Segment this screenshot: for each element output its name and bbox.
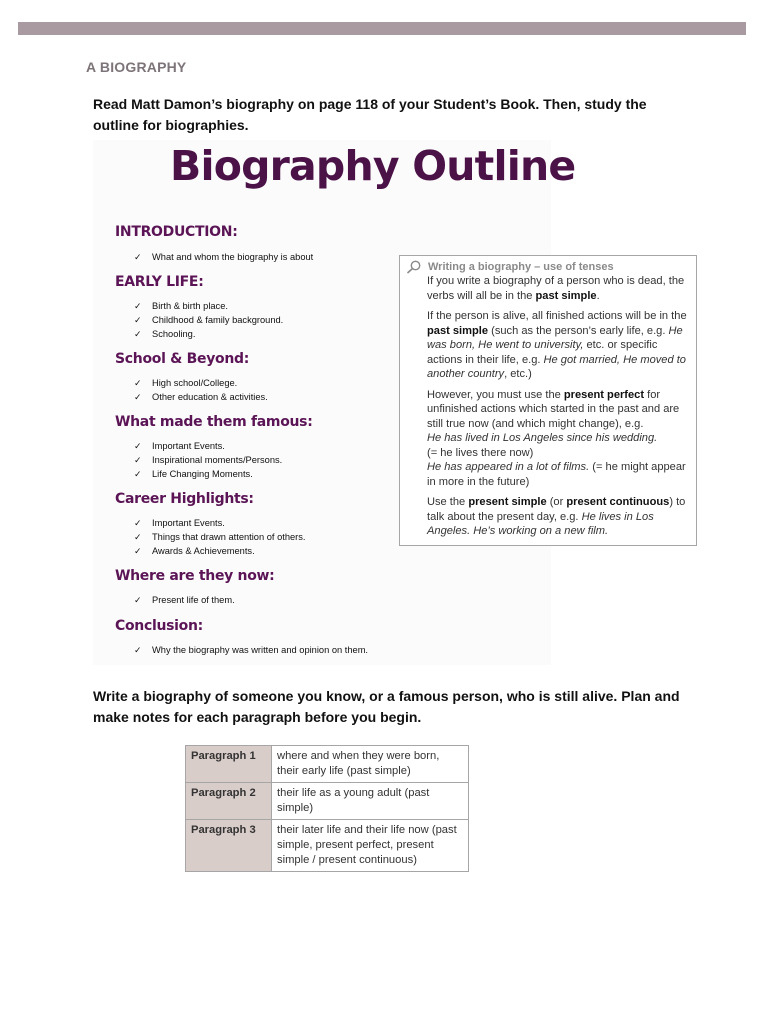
outline-list-famous [134, 439, 282, 481]
outline-heading-conclusion: Conclusion: [115, 618, 203, 634]
table-row [186, 783, 469, 820]
tenses-info-box [399, 255, 697, 546]
tenses-box-title: Writing a biography – use of tenses [428, 261, 614, 273]
list-item: ✓ Life Changing Moments. [134, 469, 253, 479]
outline-list-early-life [134, 299, 283, 341]
list-item: ✓ Inspirational moments/Persons. [134, 455, 283, 465]
list-item: ✓ Why the biography was written and opinion on them. [134, 645, 369, 655]
outline-list-career [134, 516, 306, 558]
tenses-box-body [427, 274, 691, 545]
checkmark-icon: ✓ [134, 252, 142, 262]
list-item: ✓ Birth & birth place. [134, 301, 228, 311]
outline-heading-introduction: INTRODUCTION: [115, 224, 238, 240]
tenses-box-header [406, 260, 614, 274]
checkmark-icon: ✓ [134, 518, 142, 528]
list-item: ✓ Things that drawn attention of others. [134, 532, 306, 542]
checkmark-icon: ✓ [134, 455, 142, 465]
paragraph-description: their later life and their life now (past simple, present perfect, present simple / present continuous) [272, 820, 469, 872]
table-row [186, 820, 469, 872]
table-row [186, 746, 469, 783]
magnifier-icon [406, 260, 422, 274]
checkmark-icon: ✓ [134, 546, 142, 556]
list-item: ✓ Childhood & family background. [134, 315, 284, 325]
paragraph-label: Paragraph 3 [186, 820, 272, 872]
list-item: ✓ Schooling. [134, 329, 196, 339]
list-item: ✓ Present life of them. [134, 595, 235, 605]
checkmark-icon: ✓ [134, 441, 142, 451]
top-divider-bar [18, 22, 746, 35]
checkmark-icon: ✓ [134, 595, 142, 605]
outline-heading-early-life: EARLY LIFE: [115, 274, 204, 290]
outline-list-conclusion [134, 643, 368, 657]
checkmark-icon: ✓ [134, 645, 142, 655]
outline-title: Biography Outline [170, 142, 576, 190]
list-item: ✓ Awards & Achievements. [134, 546, 255, 556]
outline-list-school [134, 376, 268, 404]
tenses-paragraph: If you write a biography of a person who is dead, the verbs will all be in the past simple. [427, 275, 685, 302]
tenses-paragraph: Use the present simple (or present continuous) to talk about the present day, e.g. He lives in Los Angeles. He’s working on a new film. [427, 496, 686, 537]
read-instruction: Read Matt Damon’s biography on page 118 of your Student’s Book. Then, study the outline for biographies. [93, 96, 647, 133]
tenses-paragraph: However, you must use the present perfect for unfinished actions which started in the past and are still true now (and which might change), e.g. He has lived in Los Angeles since his wedding. (= he lives there now) He has appeared in a lot of films. (= he might appear in more in the future) [427, 388, 686, 488]
paragraph-description: where and when they were born, their early life (past simple) [272, 746, 469, 783]
outline-list-introduction [134, 250, 313, 264]
list-item: ✓ What and whom the biography is about [134, 252, 314, 262]
list-item: ✓ Important Events. [134, 441, 225, 451]
outline-heading-career: Career Highlights: [115, 491, 254, 507]
checkmark-icon: ✓ [134, 392, 142, 402]
checkmark-icon: ✓ [134, 378, 142, 388]
list-item: ✓ High school/College. [134, 378, 238, 388]
checkmark-icon: ✓ [134, 329, 142, 339]
checkmark-icon: ✓ [134, 315, 142, 325]
paragraph-description: their life as a young adult (past simple) [272, 783, 469, 820]
paragraph-label: Paragraph 2 [186, 783, 272, 820]
list-item: ✓ Important Events. [134, 518, 225, 528]
outline-list-now [134, 593, 235, 607]
list-item: ✓ Other education & activities. [134, 392, 268, 402]
checkmark-icon: ✓ [134, 301, 142, 311]
checkmark-icon: ✓ [134, 532, 142, 542]
checkmark-icon: ✓ [134, 469, 142, 479]
paragraph-plan-table [185, 745, 469, 872]
tenses-paragraph: If the person is alive, all finished actions will be in the past simple (such as the person’s early life, e.g. He was born, He went to university, etc. or specific actions in their life, e.g. He got married, He moved to another country, etc.) [427, 310, 687, 380]
outline-heading-famous: What made them famous: [115, 414, 313, 430]
paragraph-label: Paragraph 1 [186, 746, 272, 783]
section-title: A BIOGRAPHY [86, 59, 187, 75]
outline-heading-school: School & Beyond: [115, 351, 250, 367]
outline-heading-now: Where are they now: [115, 568, 275, 584]
write-instruction: Write a biography of someone you know, or a famous person, who is still alive. Plan and make notes for each paragraph before you begin. [93, 688, 680, 725]
